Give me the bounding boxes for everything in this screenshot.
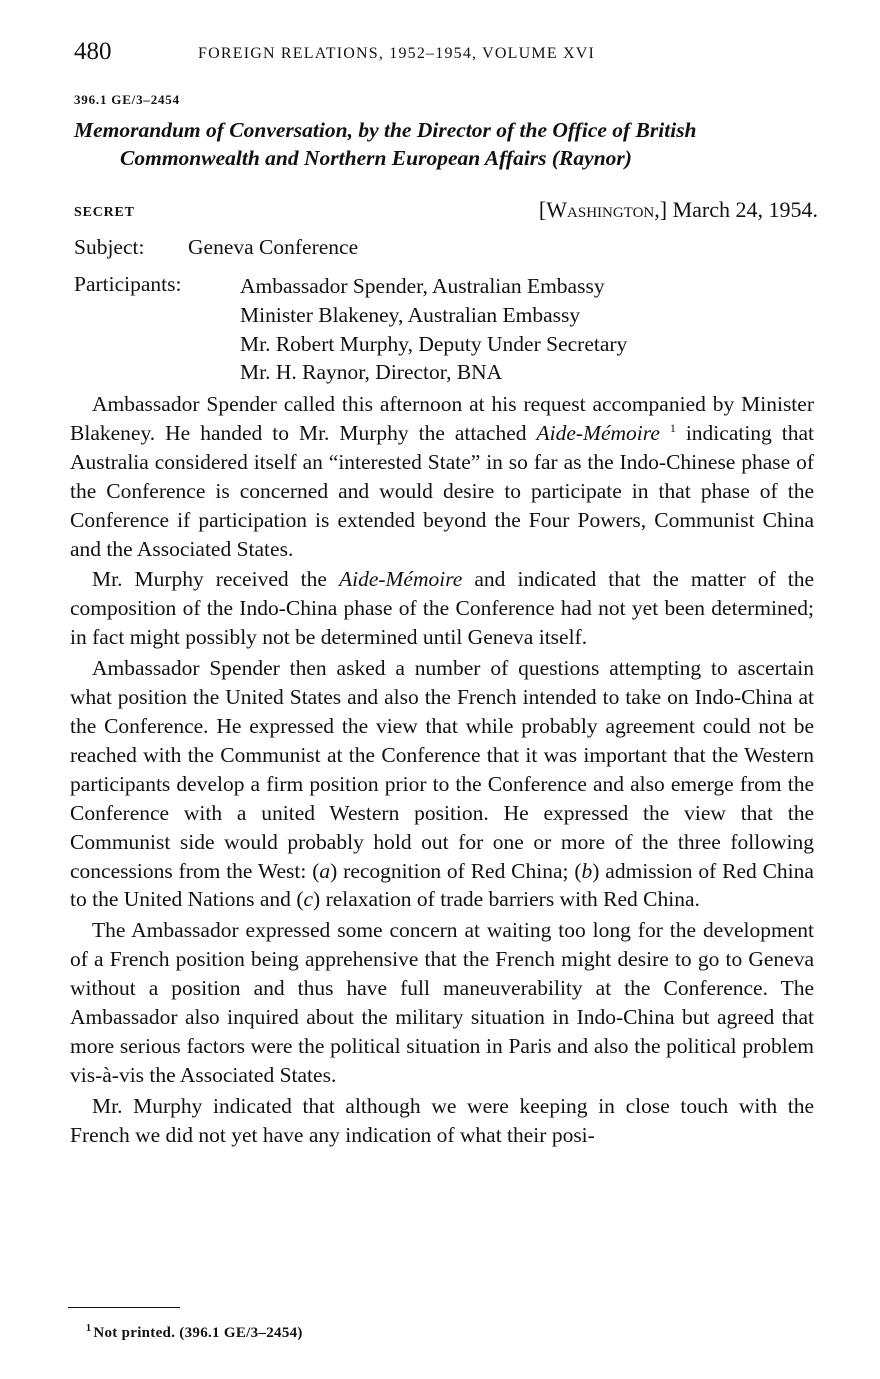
paragraph-text: Mr. Murphy indicated that although we were keeping in close touch with the French we did not yet have any indication of what their posi-: [70, 1093, 814, 1147]
concession-text: admission of Red China to the United Nations and: [70, 858, 814, 912]
document-title: [74, 116, 819, 172]
paragraph: [70, 1092, 814, 1150]
footnote-text: Not printed. (396.1 GE/3–2454): [93, 1325, 303, 1341]
footnote: [86, 1325, 303, 1342]
participant: Mr. H. Raynor, Director, BNA: [240, 360, 503, 385]
paragraph-text: and indicated that the matter of the composition of the Indo-China phase of the Conference had not yet been determined; in fact might possibly not be determined until Geneva itself.: [70, 567, 815, 650]
participants-list: [240, 272, 627, 387]
participants-label: Participants:: [74, 272, 182, 296]
file-number: 396.1 GE/3–2454: [74, 92, 180, 107]
paragraph-text: indicating that Australia considered itself an “interested State” in so far as the Indo-Chinese phase of the Conference is concerned and would desire to participate in that phase of the Conference if participation is extended beyond the Four Powers, Communist China and the Associated States.: [70, 420, 815, 561]
aide-memoire-title: Aide-Mémoire: [338, 567, 463, 592]
place: [Washington,]: [538, 197, 668, 222]
date: March 24, 1954.: [672, 197, 818, 222]
memorandum-body: [70, 390, 814, 1152]
footnote-divider: [68, 1307, 180, 1308]
page-number: 480: [74, 38, 112, 65]
concession-text: recognition of Red China;: [343, 858, 569, 883]
document-title-line-1: Memorandum of Conversation, by the Director of the Office of British: [74, 118, 697, 142]
paragraph-text: Mr. Murphy received the: [92, 567, 327, 592]
list-marker: a: [319, 858, 331, 883]
subject-label: Subject:: [74, 235, 145, 259]
running-head-title: FOREIGN RELATIONS, 1952–1954, VOLUME XVI: [198, 45, 596, 62]
participant: Mr. Robert Murphy, Deputy Under Secretary: [240, 331, 628, 356]
paragraph-text: The Ambassador expressed some concern at waiting too long for the development of a French position being apprehensive that the French might desire to go to Geneva without a position and thus have full maneuverability at the Conference. The Ambassador also inquired about the military situation in Indo-China but agreed that more serious factors were the political situation in Paris and also the political problem vis-à-vis the Associated States.: [70, 918, 814, 1087]
footnote-reference: 1: [669, 420, 676, 435]
paragraph: [70, 565, 814, 652]
list-marker: c: [303, 887, 314, 912]
subject-value: Geneva Conference: [188, 235, 359, 259]
list-marker: b: [581, 858, 593, 883]
paragraph: Ambassador Spender then asked a number of questions attempting to ascertain what position the United States and also the French intended to take on Indo-China at the Conference. He expressed the view that while probably agreement could not be reached with the Communist at the Conference that it was important that the Western participants develop a firm position prior to the Conference and also emerge from the Conference with a united Western position. He expressed the view that the Communist side would probably hold out for one or more of the three following concessions from the West: (a) recognition of Red China; (b) admission of Red China to the United Nations and (c) relaxation of trade barriers with Red China.: [70, 656, 814, 912]
concession-text: relaxation of trade barriers with Red China.: [325, 887, 700, 912]
classification-marking: SECRET: [74, 205, 135, 220]
paragraph: [70, 916, 814, 1089]
running-head: [74, 38, 814, 68]
aide-memoire-title: Aide-Mémoire: [536, 420, 660, 445]
document-title-line-2: Commonwealth and Northern European Affairs (Raynor): [120, 146, 632, 170]
paragraph-text: Ambassador Spender called this afternoon at his request accompanied by Minister Blakeney. He handed to Mr. Murphy the attached: [70, 392, 814, 445]
participant: Ambassador Spender, Australian Embassy: [240, 274, 605, 298]
paragraph: [70, 390, 814, 563]
paragraph-text: Ambassador Spender then asked a number of questions attempting to ascertain what position the United States and also the French intended to take on Indo-China at the Conference. He expressed the view that while probably agreement could not be reached with the Communist at the Conference that it was important that the Western participants develop a firm position prior to the Conference and also emerge from the Conference with a united Western position. He expressed the view that the Communist side would probably hold out for one or more of the three following concessions from the West:: [70, 656, 814, 883]
place-date-line: [539, 197, 818, 223]
footnote-mark: 1: [86, 1323, 92, 1334]
participant: Minister Blakeney, Australian Embassy: [240, 302, 581, 327]
